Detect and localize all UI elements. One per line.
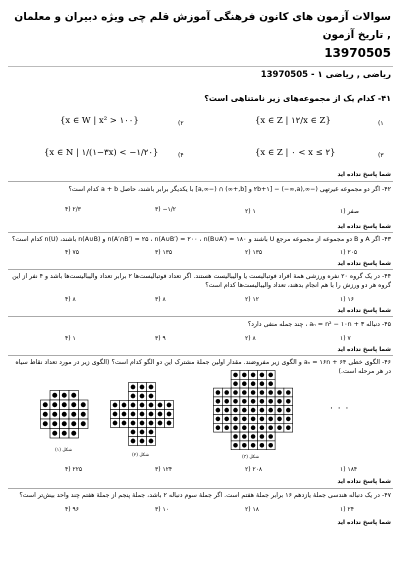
- pattern-dot: [268, 408, 273, 413]
- pattern-dot: [251, 417, 256, 422]
- no-answer-note: شما پاسخ نداده اید: [337, 308, 391, 314]
- q47-option-4: ۴) ۹۶: [65, 506, 79, 513]
- pattern-dot: [52, 402, 57, 407]
- pattern-dot: [260, 408, 265, 413]
- pattern-dot: [277, 417, 282, 422]
- pattern-dot: [233, 399, 238, 404]
- pattern-dot: [286, 425, 291, 430]
- pattern-dot: [131, 430, 136, 435]
- q41-option-2-number: (۲: [178, 120, 184, 127]
- pattern-continuation-dots: · · ·: [330, 404, 350, 414]
- question-46-stem: ۴۶- الگوی خطی aₙ = ۱۶n + ۶۴ و الگوی زیر مفروضند. مقدار اولین جملهٔ مشترک این دو الگو کدام است؟ (الگوی زیر در مورد تعداد نقاط سیاه در هر مرحله است.): [15, 359, 391, 375]
- pattern-dot: [81, 421, 86, 426]
- header-divider: [8, 66, 393, 67]
- pattern-dot: [149, 412, 154, 417]
- no-answer-note: شما پاسخ نداده اید: [337, 347, 391, 353]
- pattern-dot: [81, 402, 86, 407]
- pattern-dot: [149, 394, 154, 399]
- pattern-dot: [131, 385, 136, 390]
- pattern-dot: [251, 434, 256, 439]
- q43-option-4: ۴) ۷۵: [65, 249, 79, 256]
- q46-option-1: ۱) ۱۸۴: [340, 466, 358, 473]
- pattern-dot: [158, 412, 163, 417]
- pattern-dot: [224, 390, 229, 395]
- pattern-dot: [140, 403, 145, 408]
- pattern-dot: [167, 412, 172, 417]
- pattern-dot: [251, 399, 256, 404]
- pattern-dot: [216, 425, 221, 430]
- q46-option-2: ۲) ۲۰۸: [245, 466, 263, 473]
- pattern-dot: [113, 403, 118, 408]
- no-answer-note: شما پاسخ نداده اید: [337, 479, 391, 485]
- question-42-stem: ۴۲- اگر دو مجموعه غیرتهی (−∞,۲b+۱] − (−∞,a) و [b,+∞) ∩ (−∞,a] با یکدیگر برابر باشند، حاصل a + b کدام است؟: [68, 186, 391, 193]
- pattern-dot: [71, 431, 76, 436]
- pattern-dot: [260, 417, 265, 422]
- pattern-dot: [81, 412, 86, 417]
- q44-option-1: ۱) ۱۶: [340, 296, 354, 303]
- pattern-dot: [268, 390, 273, 395]
- pattern-dot: [224, 425, 229, 430]
- header-exam-date: 13970505: [324, 46, 391, 60]
- pattern-dot: [260, 434, 265, 439]
- pattern-dot: [268, 399, 273, 404]
- pattern-dot: [62, 412, 67, 417]
- no-answer-note: شما پاسخ نداده اید: [337, 172, 391, 178]
- pattern-dot: [167, 421, 172, 426]
- pattern-dot: [260, 381, 265, 386]
- q42-option-2: ۲) ۱: [245, 208, 256, 215]
- question-44-stem: ۴۴- در یک گروه ۲۰ نفره ورزشی همهٔ افراد فوتبالیست یا والیبالیست هستند. اگر تعداد فوتبالیست‌ها ۲ برابر تعداد والیبالیست‌ها باشد و ۴ نفر از این گروه هر دو ورزش را با هم انجام بدهند، تعداد والیبالیست‌ها کدام است؟: [12, 273, 391, 289]
- q41-option-4: {x ∈ N | ۱/(۱−۳x) < −۱/۲۰}: [44, 148, 159, 158]
- divider: [8, 232, 393, 233]
- pattern-dot: [233, 425, 238, 430]
- no-answer-note: شما پاسخ نداده اید: [337, 261, 391, 267]
- pattern-dot: [62, 421, 67, 426]
- q41-option-2: {x ∈ W | x² > ۱۰۰}: [60, 116, 139, 126]
- pattern-dot: [233, 408, 238, 413]
- pattern-dot: [268, 373, 273, 378]
- section-label: ریاضی , ریاضی ۱ - 13970505: [260, 70, 391, 80]
- pattern-dot: [242, 434, 247, 439]
- pattern-dot: [286, 408, 291, 413]
- pattern-dot: [260, 390, 265, 395]
- question-45-stem: ۴۵- دنباله aₙ = n² − ۱۰n + ۳ ، چند جمله منفی دارد؟: [247, 321, 391, 328]
- question-41-stem: ۴۱- کدام یک از مجموعه‌های زیر نامتناهی است؟: [204, 94, 391, 103]
- pattern-dot: [277, 390, 282, 395]
- q44-option-2: ۲) ۱۲: [245, 296, 259, 303]
- q45-option-1: ۱) ۷: [340, 335, 351, 342]
- pattern-dot: [286, 417, 291, 422]
- pattern-dot: [242, 373, 247, 378]
- pattern-dot: [260, 373, 265, 378]
- q44-option-4: ۴) ۸: [65, 296, 76, 303]
- pattern-dot: [268, 434, 273, 439]
- pattern-dot: [149, 385, 154, 390]
- pattern-dot: [140, 430, 145, 435]
- q41-option-1: {x ∈ Z | ۱۲/x ∈ Z}: [255, 116, 331, 126]
- divider: [8, 355, 393, 356]
- pattern-dot: [122, 403, 127, 408]
- pattern-dot: [216, 390, 221, 395]
- pattern-dot: [216, 408, 221, 413]
- pattern-dot: [233, 443, 238, 448]
- pattern-dot: [277, 399, 282, 404]
- pattern-dot: [286, 399, 291, 404]
- pattern-dot: [62, 402, 67, 407]
- q41-option-3-number: (۳: [378, 152, 384, 159]
- q44-option-3: ۳) ۸: [155, 296, 166, 303]
- pattern-dot: [158, 403, 163, 408]
- pattern-dot: [71, 393, 76, 398]
- pattern-dot: [224, 399, 229, 404]
- pattern-dot: [131, 394, 136, 399]
- pattern-dot: [260, 425, 265, 430]
- pattern-dot: [242, 417, 247, 422]
- pattern-dot: [131, 403, 136, 408]
- pattern-figure-3: [213, 370, 293, 450]
- no-answer-note: شما پاسخ نداده اید: [337, 520, 391, 526]
- pattern-dot: [277, 408, 282, 413]
- divider: [8, 181, 393, 182]
- question-47-stem: ۴۷- در یک دنباله هندسی جملهٔ یازدهم ۱۶ برابر جملهٔ هفتم است. اگر جملهٔ سوم دنباله ۲ باشد، جملهٔ پنجم از جملهٔ هفتم چند واحد بیش‌تر است؟: [19, 492, 391, 499]
- q43-option-3: ۳) ۱۳۵: [155, 249, 173, 256]
- pattern-dot: [242, 399, 247, 404]
- q47-option-1: ۱) ۲۴: [340, 506, 354, 513]
- pattern-dot: [140, 421, 145, 426]
- pattern-dot: [268, 425, 273, 430]
- pattern-dot: [71, 412, 76, 417]
- q43-option-1: ۱) ۲۰۵: [340, 249, 358, 256]
- q42-option-3: ۳) −۱/۲: [155, 206, 176, 213]
- pattern-dot: [216, 399, 221, 404]
- pattern-dot: [52, 393, 57, 398]
- pattern-dot: [286, 390, 291, 395]
- q46-option-4: ۴) ۲۲۵: [65, 466, 83, 473]
- q47-option-2: ۲) ۱۸: [245, 506, 259, 513]
- pattern-dot: [251, 381, 256, 386]
- pattern-dot: [260, 443, 265, 448]
- pattern-dot: [62, 393, 67, 398]
- divider: [8, 269, 393, 270]
- divider: [8, 488, 393, 489]
- q41-option-3: {x ∈ Z | ۰ < x ≤ ۲}: [255, 148, 336, 158]
- pattern-dot: [268, 417, 273, 422]
- pattern-dot: [268, 443, 273, 448]
- pattern-dot: [71, 421, 76, 426]
- pattern-dot: [43, 412, 48, 417]
- pattern-dot: [131, 421, 136, 426]
- pattern-dot: [224, 417, 229, 422]
- pattern-dot: [233, 434, 238, 439]
- pattern-dot: [62, 431, 67, 436]
- pattern-dot: [268, 381, 273, 386]
- q45-option-3: ۳) ۹: [155, 335, 166, 342]
- pattern-dot: [242, 390, 247, 395]
- header-title: سوالات آزمون های کانون فرهنگی آموزش قلم چی ویژه دبیران و معلمان , تاریخ آزمون: [14, 11, 391, 41]
- q47-option-3: ۳) ۱۰: [155, 506, 169, 513]
- figure-1-caption: شکل (۱): [55, 448, 73, 453]
- pattern-dot: [52, 431, 57, 436]
- pattern-dot: [43, 402, 48, 407]
- pattern-dot: [277, 425, 282, 430]
- pattern-dot: [113, 412, 118, 417]
- figure-3-caption: شکل (۳): [242, 455, 260, 460]
- pattern-dot: [242, 425, 247, 430]
- pattern-dot: [242, 381, 247, 386]
- pattern-dot: [149, 430, 154, 435]
- q42-option-1: ۱) صفر: [340, 208, 359, 215]
- q42-option-4: ۴) ۲/۳: [65, 206, 81, 213]
- q46-option-3: ۳) ۱۲۴: [155, 466, 173, 473]
- pattern-figure-1: [40, 390, 90, 440]
- pattern-dot: [251, 373, 256, 378]
- pattern-dot: [251, 408, 256, 413]
- pattern-dot: [71, 402, 76, 407]
- pattern-dot: [260, 399, 265, 404]
- pattern-dot: [242, 408, 247, 413]
- pattern-dot: [233, 373, 238, 378]
- pattern-dot: [140, 439, 145, 444]
- pattern-dot: [43, 421, 48, 426]
- pattern-figure-2: [110, 382, 174, 446]
- pattern-dot: [122, 421, 127, 426]
- pattern-dot: [224, 408, 229, 413]
- figure-2-caption: شکل (۲): [132, 453, 150, 458]
- pattern-dot: [149, 403, 154, 408]
- document-header: [10, 8, 391, 60]
- pattern-dot: [167, 403, 172, 408]
- pattern-dot: [158, 421, 163, 426]
- pattern-dot: [233, 381, 238, 386]
- divider: [8, 316, 393, 317]
- pattern-dot: [149, 421, 154, 426]
- pattern-dot: [216, 417, 221, 422]
- q41-option-1-number: (۱: [378, 120, 384, 127]
- pattern-dot: [233, 390, 238, 395]
- q43-option-2: ۲) ۱۳۵: [245, 249, 263, 256]
- pattern-dot: [52, 421, 57, 426]
- pattern-dot: [233, 417, 238, 422]
- pattern-dot: [131, 412, 136, 417]
- pattern-dot: [140, 385, 145, 390]
- pattern-dot: [140, 394, 145, 399]
- no-answer-note: شما پاسخ نداده اید: [337, 224, 391, 230]
- question-43-stem: ۴۳- اگر A و B دو مجموعه از مجموعه مرجع U باشند و n(A′∩B′) = ۲۵ ، n(A∪B′) = ۲۰۰ ، n(B∪A′) = ۱۸۰ و n(A∪B) باشند، n(U) کدام است؟: [12, 236, 391, 243]
- pattern-dot: [251, 443, 256, 448]
- pattern-dot: [251, 425, 256, 430]
- pattern-dot: [149, 439, 154, 444]
- pattern-dot: [251, 390, 256, 395]
- pattern-dot: [122, 412, 127, 417]
- q41-option-4-number: (۴: [178, 152, 184, 159]
- q45-option-4: ۴) ۱: [65, 335, 76, 342]
- pattern-dot: [140, 412, 145, 417]
- pattern-dot: [113, 421, 118, 426]
- pattern-dot: [52, 412, 57, 417]
- q45-option-2: ۲) ۸: [245, 335, 256, 342]
- pattern-dot: [242, 443, 247, 448]
- pattern-dot: [131, 439, 136, 444]
